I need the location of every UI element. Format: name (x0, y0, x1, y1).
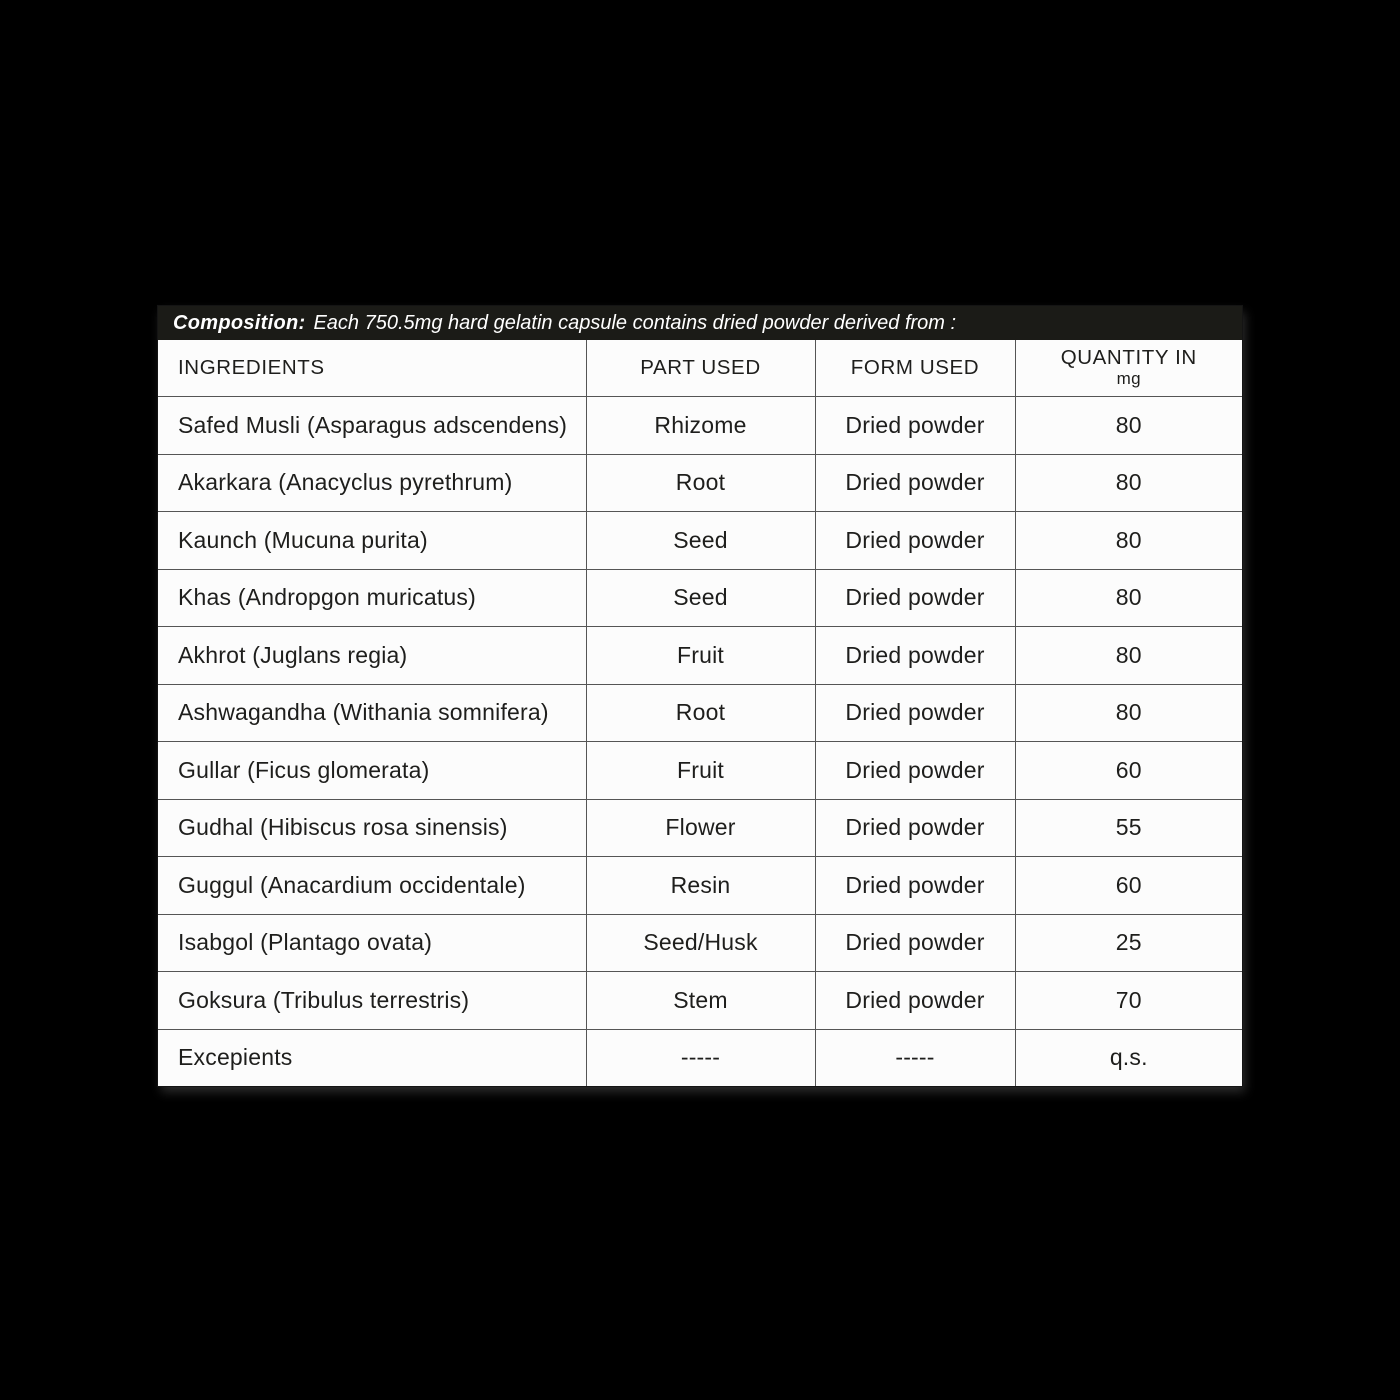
quantity-unit-label: mg (1116, 368, 1141, 388)
quantity-cell: 80 (1015, 684, 1242, 742)
quantity-cell: 55 (1015, 799, 1242, 857)
form-used-cell: ----- (815, 1029, 1015, 1086)
table-row (158, 397, 1242, 455)
quantity-cell: 80 (1015, 627, 1242, 685)
part-used-cell: Flower (586, 799, 815, 857)
form-used-cell: Dried powder (815, 684, 1015, 742)
composition-text: Each 750.5mg hard gelatin capsule contains dried powder derived from : (313, 311, 957, 334)
quantity-cell: q.s. (1015, 1029, 1242, 1086)
quantity-cell: 80 (1015, 569, 1242, 627)
ingredient-cell: Akarkara (Anacyclus pyrethrum) (158, 454, 586, 512)
table-row (158, 857, 1242, 915)
part-used-cell: ----- (586, 1029, 815, 1086)
table-row (158, 742, 1242, 800)
ingredient-cell: Safed Musli (Asparagus adscendens) (158, 397, 586, 455)
form-used-cell: Dried powder (815, 914, 1015, 972)
ingredient-cell: Isabgol (Plantago ovata) (158, 914, 586, 972)
composition-panel (158, 306, 1242, 1086)
ingredient-cell: Gullar (Ficus glomerata) (158, 742, 586, 800)
table-row (158, 627, 1242, 685)
form-used-cell: Dried powder (815, 454, 1015, 512)
part-used-cell: Root (586, 454, 815, 512)
form-used-cell: Dried powder (815, 512, 1015, 570)
part-used-cell: Fruit (586, 627, 815, 685)
ingredient-cell: Gudhal (Hibiscus rosa sinensis) (158, 799, 586, 857)
table-row (158, 1029, 1242, 1086)
composition-label: Composition: (173, 311, 306, 334)
ingredient-cell: Excepients (158, 1029, 586, 1086)
part-used-cell: Seed (586, 512, 815, 570)
quantity-cell: 80 (1015, 512, 1242, 570)
quantity-cell: 80 (1015, 397, 1242, 455)
quantity-cell: 80 (1015, 454, 1242, 512)
col-header-ingredients: INGREDIENTS (158, 340, 586, 397)
form-used-cell: Dried powder (815, 857, 1015, 915)
quantity-cell: 60 (1015, 742, 1242, 800)
col-header-quantity-text: QUANTITY IN (1060, 346, 1197, 370)
col-header-form-used: FORM USED (815, 340, 1015, 397)
ingredient-cell: Kaunch (Mucuna purita) (158, 512, 586, 570)
quantity-cell: 70 (1015, 972, 1242, 1030)
part-used-cell: Rhizome (586, 397, 815, 455)
col-header-quantity (1015, 340, 1242, 397)
ingredient-cell: Ashwagandha (Withania somnifera) (158, 684, 586, 742)
form-used-cell: Dried powder (815, 397, 1015, 455)
ingredient-cell: Akhrot (Juglans regia) (158, 627, 586, 685)
ingredient-cell: Guggul (Anacardium occidentale) (158, 857, 586, 915)
table-row (158, 454, 1242, 512)
form-used-cell: Dried powder (815, 627, 1015, 685)
form-used-cell: Dried powder (815, 799, 1015, 857)
table-row (158, 569, 1242, 627)
table-row (158, 972, 1242, 1030)
table-row (158, 799, 1242, 857)
part-used-cell: Root (586, 684, 815, 742)
part-used-cell: Seed/Husk (586, 914, 815, 972)
table-header-row (158, 340, 1242, 397)
quantity-cell: 60 (1015, 857, 1242, 915)
table-row (158, 684, 1242, 742)
part-used-cell: Seed (586, 569, 815, 627)
part-used-cell: Stem (586, 972, 815, 1030)
table-row (158, 512, 1242, 570)
part-used-cell: Resin (586, 857, 815, 915)
composition-table (158, 340, 1242, 1086)
form-used-cell: Dried powder (815, 569, 1015, 627)
composition-header-bar (158, 306, 1242, 340)
form-used-cell: Dried powder (815, 742, 1015, 800)
part-used-cell: Fruit (586, 742, 815, 800)
ingredient-cell: Goksura (Tribulus terrestris) (158, 972, 586, 1030)
quantity-cell: 25 (1015, 914, 1242, 972)
ingredient-cell: Khas (Andropgon muricatus) (158, 569, 586, 627)
table-row (158, 914, 1242, 972)
col-header-part-used: PART USED (586, 340, 815, 397)
form-used-cell: Dried powder (815, 972, 1015, 1030)
